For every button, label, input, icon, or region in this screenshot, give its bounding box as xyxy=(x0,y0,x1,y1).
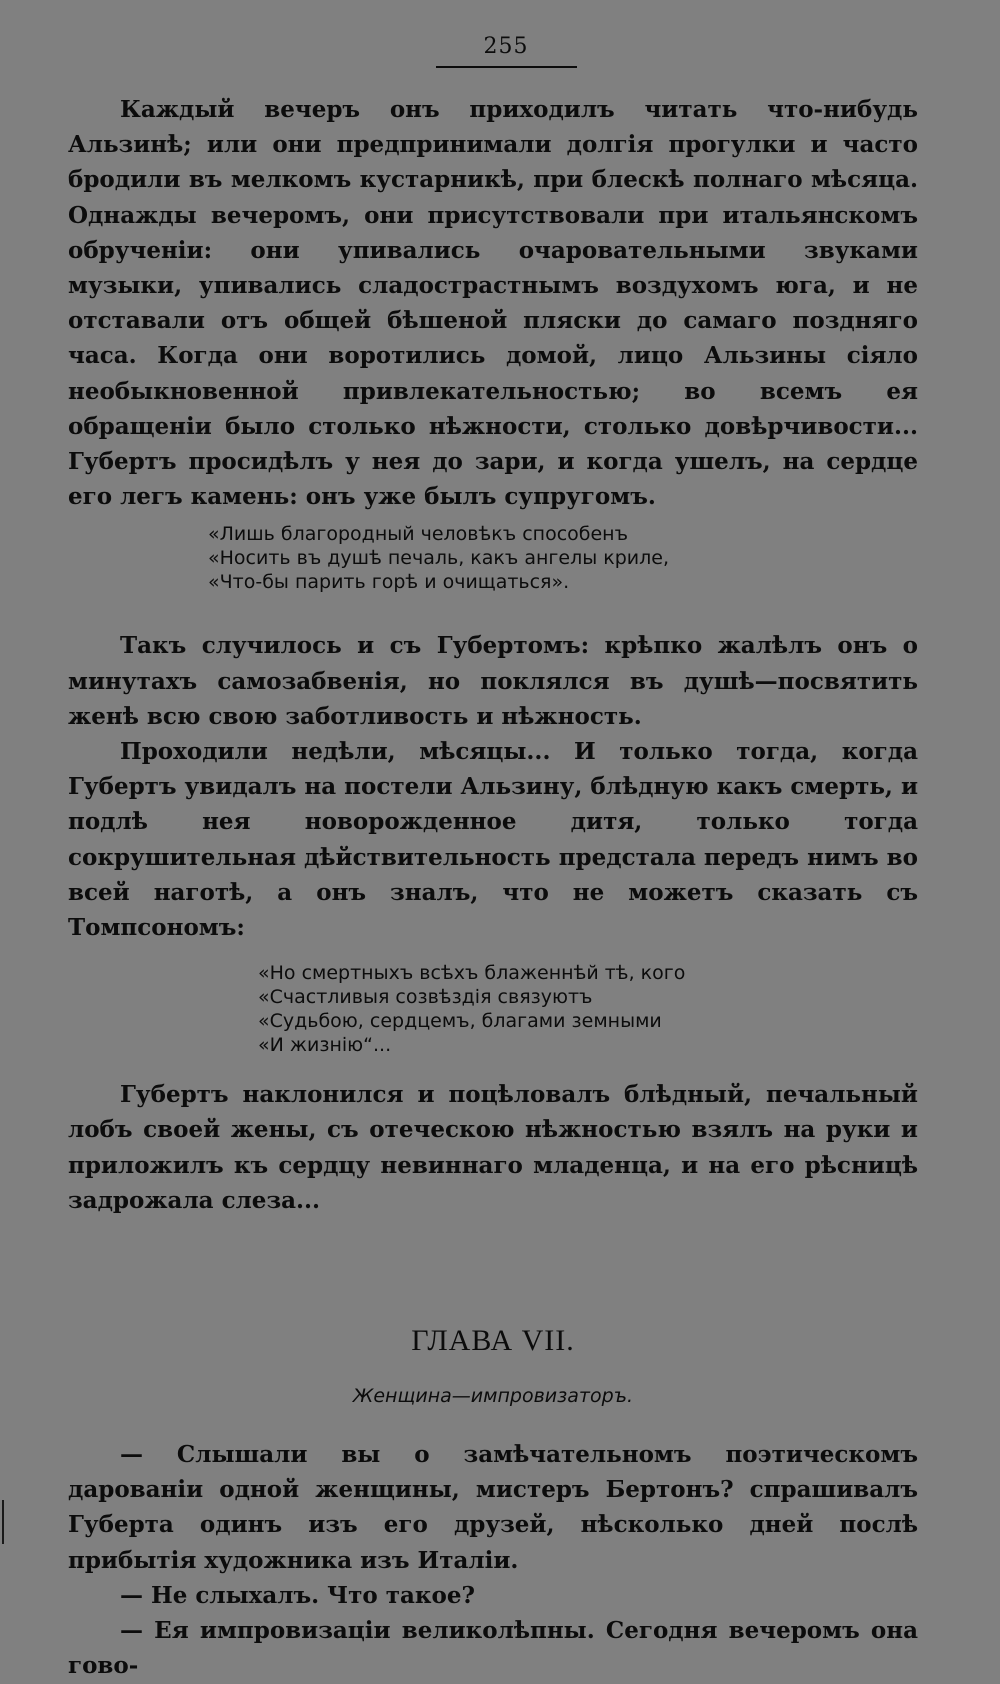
verse-line: «И жизнію“... xyxy=(258,1034,392,1057)
paragraph-hubert-regret: Такъ случилось и съ Губертомъ: крѣпко жалѣлъ онъ о минутахъ самозабвенія, но поклялся въ душѣ—посвятить женѣ всю свою заботливость и нѣжность. xyxy=(68,632,918,730)
page-number xyxy=(146,30,866,68)
paragraph-evening-walks: Каждый вечеръ онъ приходилъ читать что-нибудь Альзинѣ; или они предпринимали долгія прогулки и часто бродили въ мелкомъ кустарникѣ, при блескѣ полнаго мѣсяца. Однажды вечеромъ, они присутствовали при итальянскомъ обрученіи: они упивались очаровательными звуками музыки, упивались сладострастнымъ воздухомъ юга, и не отставали отъ общей бѣшеной пляски до самаго поздняго часа. Когда они воротились домой, лицо Альзины сіяло необыкновенной привлекательностью; во всемъ ея обращеніи было столько нѣжности, столько довѣрчивости... Губертъ просидѣлъ у нея до зари, и когда ушелъ, на сердце его легъ камень: онъ уже былъ супругомъ. xyxy=(68,96,918,511)
verse-thompson xyxy=(258,961,918,1057)
verse-line: «Но смертныхъ всѣхъ блаженнѣй тѣ, кого xyxy=(258,962,686,985)
verse-line: «Носить въ душѣ печаль, какъ ангелы криле, xyxy=(208,547,670,570)
dialogue-line: — Слышали вы о замѣчательномъ поэтическомъ дарованіи одной женщины, мистеръ Бертонъ? спрашивалъ Губерта одинъ изъ его друзей, нѣсколько дней послѣ прибытія художника изъ Италіи. xyxy=(68,1441,918,1574)
chapter-subtitle: Женщина—импровизаторъ. xyxy=(352,1385,634,1408)
verse-noble-sorrow xyxy=(208,522,918,594)
book-page xyxy=(68,30,918,1684)
verse-line: «Судьбою, сердцемъ, благами земными xyxy=(258,1010,662,1033)
scan-edge-mark xyxy=(2,1500,4,1544)
verse-line: «Что-бы парить горѣ и очищаться». xyxy=(208,571,570,594)
page-number-text: 255 xyxy=(436,30,577,68)
chapter-title: ГЛАВА VII. xyxy=(411,1324,575,1358)
dialogue-line: — Ея импровизаціи великолѣпны. Сегодня вечеромъ она гово- xyxy=(68,1617,918,1680)
paragraph-hubert-kiss: Губертъ наклонился и поцѣловалъ блѣдный, печальный лобъ своей жены, съ отеческою нѣжностью взялъ на руки и приложилъ къ сердцу невиннаго младенца, и на его рѣсницѣ задрожала слеза... xyxy=(68,1081,918,1214)
verse-line: «Счастливыя созвѣздія связуютъ xyxy=(258,986,593,1009)
verse-line: «Лишь благородный человѣкъ способенъ xyxy=(208,523,629,546)
dialogue-line: — Не слыхалъ. Что такое? xyxy=(120,1581,475,1609)
paragraph-weeks-passed: Проходили недѣли, мѣсяцы... И только тогда, когда Губертъ увидалъ на постели Альзину, блѣдную какъ смерть, и подлѣ нея новорожденное дитя, только тогда сокрушительная дѣйствительность предстала передъ нимъ во всей наготѣ, а онъ зналъ, что не можетъ сказать съ Томпсономъ: xyxy=(68,738,919,942)
